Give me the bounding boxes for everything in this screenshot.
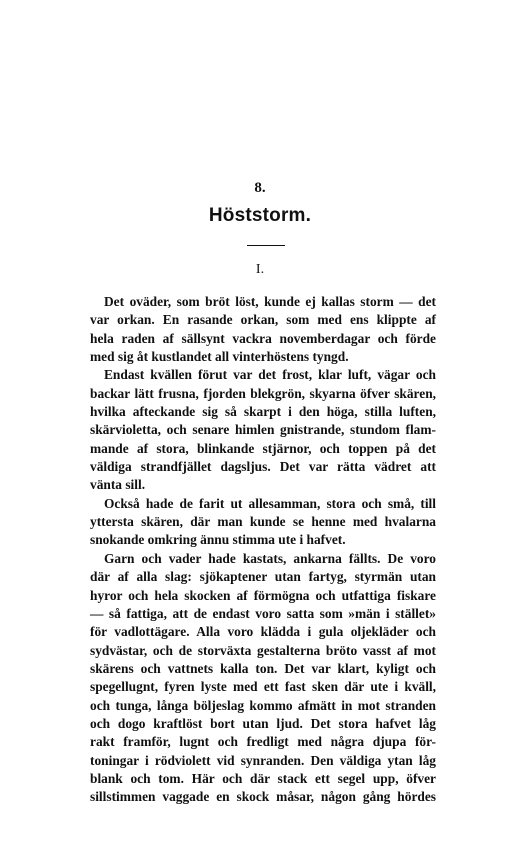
text-line: skärens och vattnets kalla ton. Det var klart, kyligt och: [90, 660, 436, 676]
text-line: rakt framför, lugnt och fredligt med några djupa för-: [90, 734, 436, 750]
text-line: hvilka afteckande sig så skarpt i den höga, stilla luften,: [90, 404, 436, 420]
text-line: med sig åt kustlandet all vinterhöstens tyngd.: [90, 349, 349, 365]
chapter-title: Höststorm.: [208, 205, 312, 226]
section-number: I.: [255, 262, 265, 277]
text-line: sillstimmen vaggade en skock måsar, någon gång hördes: [90, 789, 436, 805]
text-line: skärvioletta, och senare himlen gnistrande, stundom flam-: [90, 422, 436, 438]
text-line: sydvästar, och de storväxta gestalterna bröto vasst af mot: [90, 642, 436, 658]
text-line: toningar i rödviolett vid synranden. Den väldiga ytan låg: [90, 752, 436, 768]
text-line: och dogo kraftlöst bort utan ljud. Det stora hafvet låg: [90, 715, 436, 731]
text-line: för vadlottägare. Alla voro klädda i gula oljekläder och: [90, 624, 436, 640]
text-line: mande af stora, blinkande stjärnor, och toppen på det: [90, 440, 436, 456]
text-line: blank och tom. Här och där stack ett segel upp, öfver: [90, 770, 436, 786]
text-line: Garn och vader hade kastats, ankarna fällts. De voro: [104, 550, 436, 566]
text-line: och tunga, långa böljeslag kommo afmätt in mot stranden: [90, 697, 436, 713]
body-text: [90, 293, 436, 807]
chapter-number: 8.: [254, 180, 266, 196]
text-line: hyror och hela skocken af förmögna och utfattiga fiskare: [90, 587, 436, 603]
text-line: Också hade de farit ut allesamman, stora och små, till: [104, 495, 436, 511]
text-line: Det oväder, som bröt löst, kunde ej kallas storm — det: [104, 294, 436, 309]
text-line: backar lätt frusna, fjorden blekgrön, skyarna öfver skären,: [90, 385, 436, 401]
text-line: yttersta skären, där man kunde se henne med hvalarna: [90, 514, 436, 530]
text-line: Endast kvällen förut var det frost, klar luft, vägar och: [104, 367, 436, 383]
text-line: spegellugnt, fyren lyste med ett fast sken där ute i kväll,: [90, 679, 436, 695]
text-line: där af alla slag: sjökaptener utan fartyg, styrmän utan: [90, 569, 436, 585]
text-line: — så fattiga, att de endast voro satta som »män i stället»: [90, 605, 436, 621]
title-divider: [247, 245, 285, 246]
text-line: hela raden af sällsynt vackra novemberdagar och förde: [90, 330, 436, 346]
text-line: väldiga strandfjället dagsljus. Det var rätta vädret att: [90, 459, 436, 475]
text-line: vänta sill.: [90, 477, 146, 493]
text-line: var orkan. En rasande orkan, som med ens klippte af: [90, 312, 436, 328]
text-line: snokande omkring ännu stimma ute i hafvet.: [90, 532, 346, 548]
